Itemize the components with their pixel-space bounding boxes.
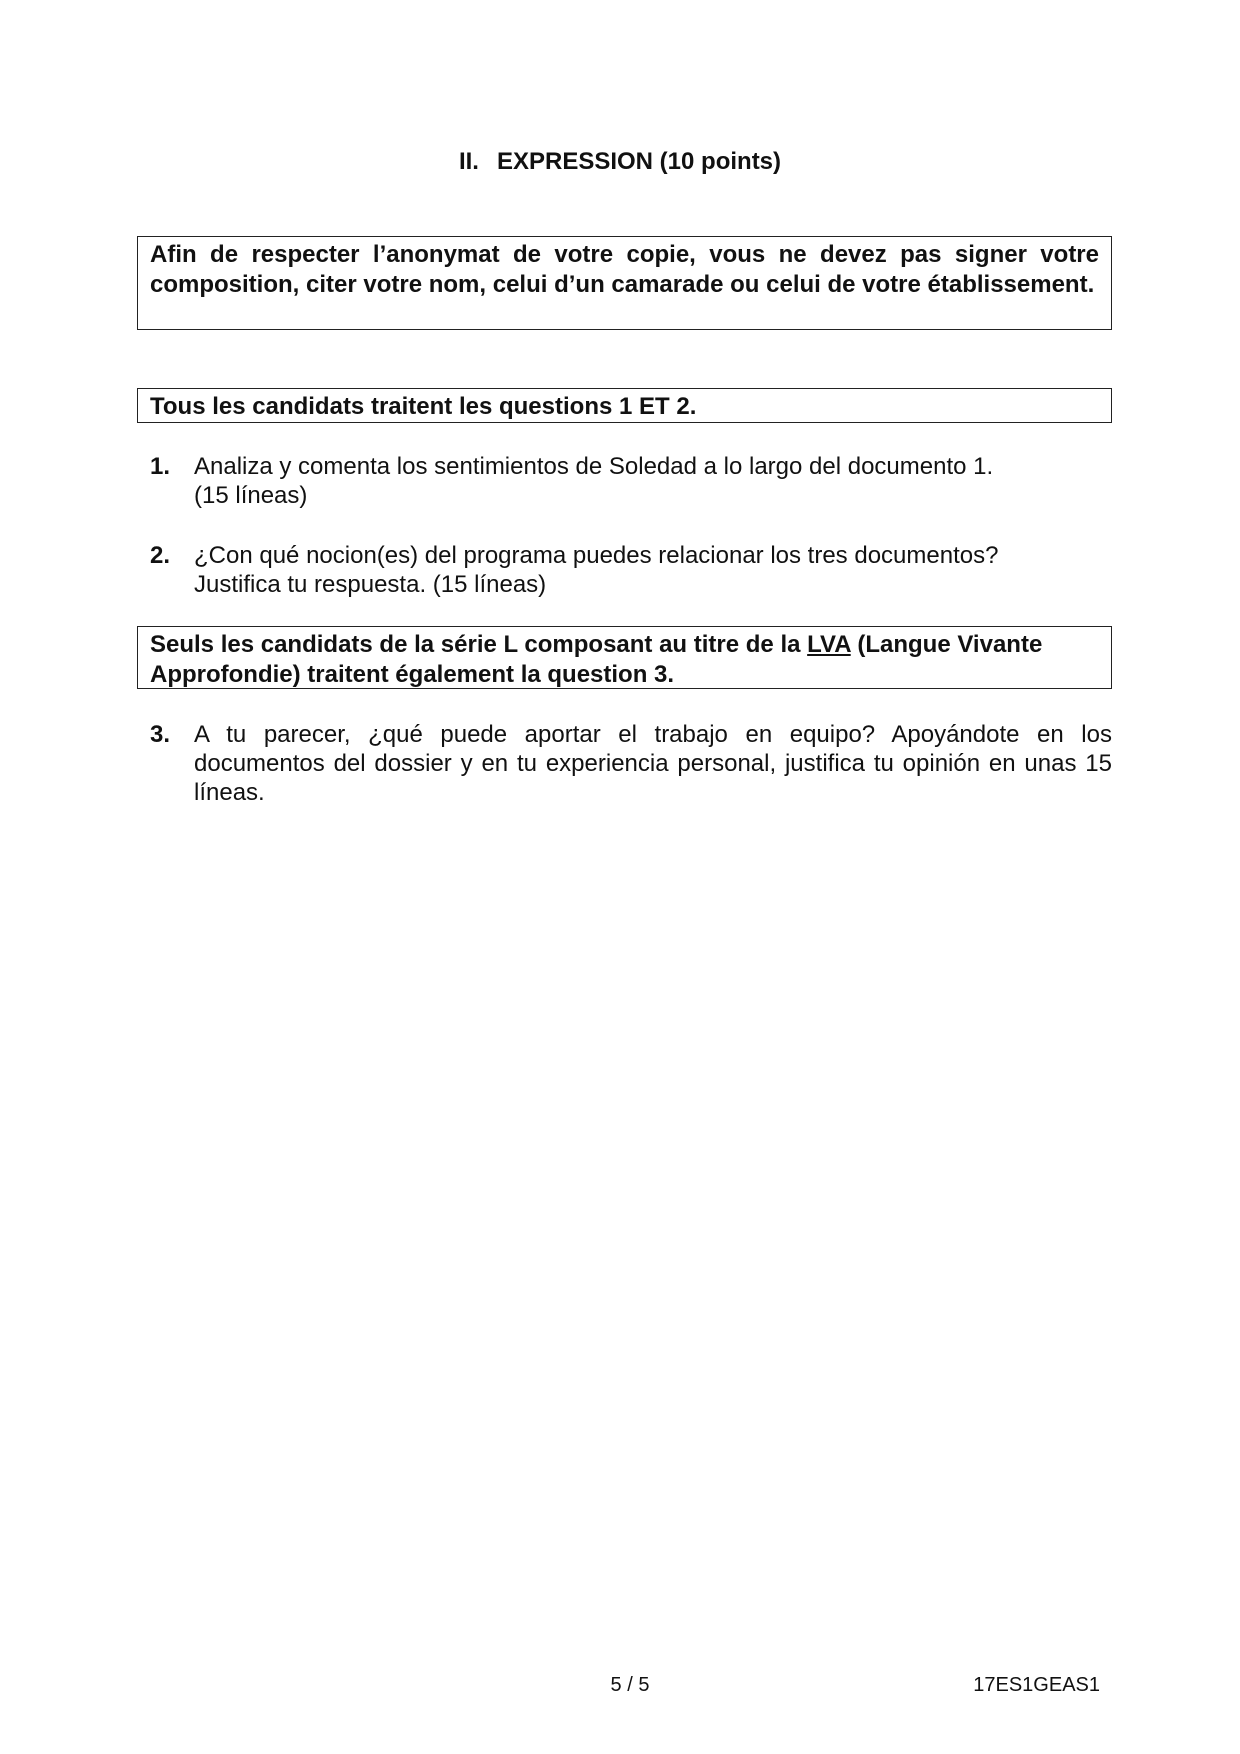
anonymity-notice: Afin de respecter l’anonymat de votre copie, vous ne devez pas signer votre composition, citer votre nom, celui d’un camarade ou celui de votre établissement. xyxy=(137,236,1112,330)
question-number: 2. xyxy=(150,542,171,569)
question-text: Analiza y comenta los sentimientos de Soledad a lo largo del documento 1. xyxy=(194,453,994,480)
section-heading xyxy=(0,147,1240,177)
section-number: II. xyxy=(458,148,479,175)
question-1 xyxy=(150,452,1112,510)
question-length: Justifica tu respuesta. (15 líneas) xyxy=(194,571,547,598)
question-text: ¿Con qué nocion(es) del programa puedes relacionar los tres documentos? xyxy=(194,542,999,569)
serie-notice-end: (Langue Vivante Approfondie) traitent également la question 3. xyxy=(150,631,1043,688)
section-title: EXPRESSION (10 points) xyxy=(496,148,782,175)
serie-notice-start: Seuls les candidats de la série L composant au titre de la xyxy=(150,631,808,658)
document-code: 17ES1GEAS1 xyxy=(973,1674,1100,1696)
page-number: 5 / 5 xyxy=(610,1674,650,1696)
lva-abbreviation: LVA xyxy=(807,631,851,658)
question-2 xyxy=(150,541,1112,599)
question-number: 3. xyxy=(150,721,171,748)
question-length: (15 líneas) xyxy=(194,482,308,509)
question-3 xyxy=(150,720,1112,807)
question-text: A tu parecer, ¿qué puede aportar el trabajo en equipo? Apoyándote en los documentos del dossier y en tu experiencia personal, justifica tu opinión en unas 15 líneas. xyxy=(194,721,1112,806)
question-number: 1. xyxy=(150,453,171,480)
serie-l-notice xyxy=(137,626,1112,689)
all-candidates-notice: Tous les candidats traitent les questions 1 ET 2. xyxy=(137,388,1112,423)
